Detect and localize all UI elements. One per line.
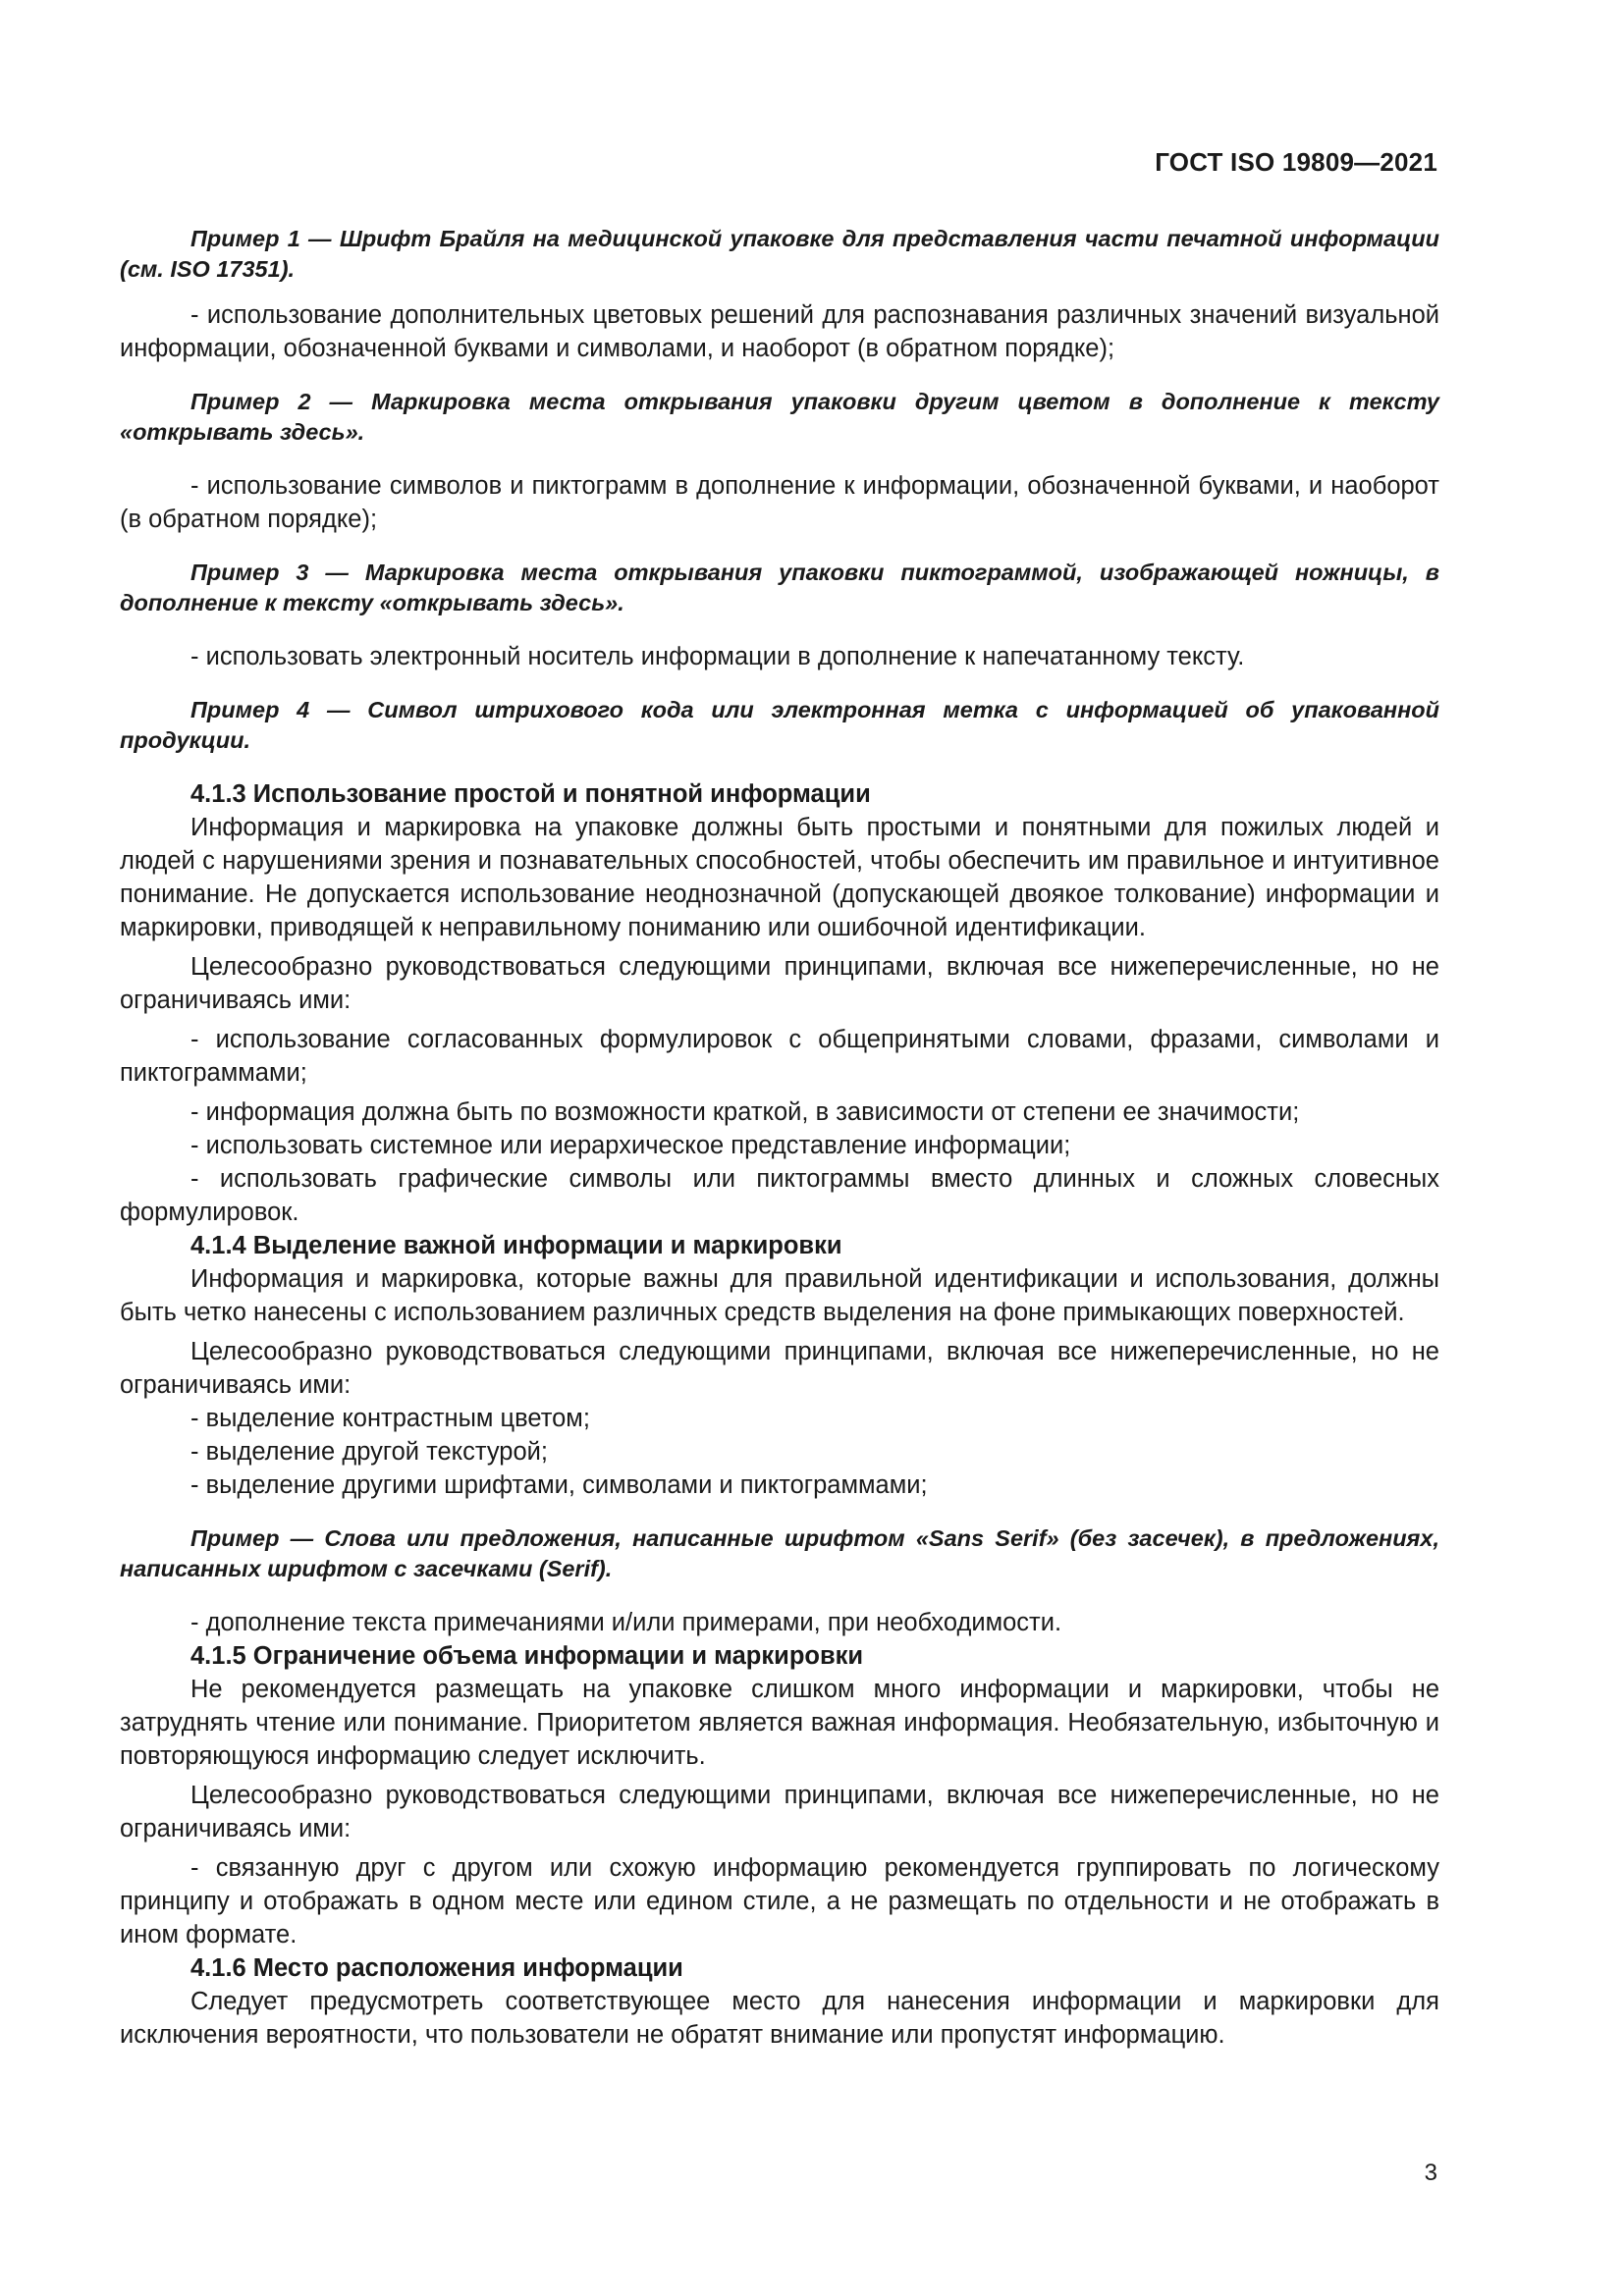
section-heading-4-1-4: 4.1.4 Выделение важной информации и маркировки (190, 1232, 842, 1259)
example-sans-serif: Пример — Слова или предложения, написанные шрифтом «Sans Serif» (без засечек), в предложениях, написанных шрифтом с засечками (Serif). (120, 1525, 1439, 1581)
section-heading-4-1-3: 4.1.3 Использование простой и понятной информации (190, 780, 871, 808)
list-item-brief-info: - информация должна быть по возможности краткой, в зависимости от степени ее значимости; (190, 1098, 1300, 1126)
paragraph-highlight-info: Информация и маркировка, которые важны для правильной идентификации и использования, должны быть четко нанесены с использованием различных средств выделения на фоне примыкающих поверхностей. (120, 1265, 1439, 1326)
example-1: Пример 1 — Шрифт Брайля на медицинской упаковке для представления части печатной информации (см. ISO 17351). (120, 226, 1439, 282)
list-item-color-solutions: - использование дополнительных цветовых решений для распознавания различных значений визуальной информации, обозначенной буквами и символами, и наоборот (в обратном порядке); (120, 301, 1439, 362)
list-item-notes: - дополнение текста примечаниями и/или примерами, при необходимости. (190, 1609, 1062, 1636)
example-4: Пример 4 — Символ штрихового кода или электронная метка с информацией об упакованной продукции. (120, 697, 1439, 753)
list-item-graphic-symbols: - использовать графические символы или пиктограммы вместо длинных и сложных словесных формулировок. (120, 1165, 1439, 1226)
paragraph-principles: Целесообразно руководствоваться следующими принципами, включая все нижеперечисленные, но не ограничиваясь ими: (120, 1338, 1439, 1399)
list-item-hierarchical: - использовать системное или иерархическое представление информации; (190, 1132, 1071, 1159)
paragraph-principles: Целесообразно руководствоваться следующими принципами, включая все нижеперечисленные, но не ограничиваясь ими: (120, 953, 1439, 1014)
list-item-symbols-pictograms: - использование символов и пиктограмм в дополнение к информации, обозначенной буквами, и наоборот (в обратном порядке); (120, 472, 1439, 533)
page-number: 3 (1424, 2160, 1437, 2186)
list-item-electronic-carrier: - использовать электронный носитель информации в дополнение к напечатанному тексту. (190, 643, 1245, 670)
page-body (120, 224, 1439, 2052)
paragraph-simple-info: Информация и маркировка на упаковке должны быть простыми и понятными для пожилых людей и людей с нарушениями зрения и познавательных способностей, чтобы обеспечить им правильное и интуитивное понимание. Не допускается использование неоднозначной (допускающей двоякое толкование) информации и маркировки, приводящей к неправильному пониманию или ошибочной идентификации. (120, 814, 1439, 941)
list-item-texture: - выделение другой текстурой; (190, 1438, 548, 1466)
paragraph-info-location: Следует предусмотреть соответствующее место для нанесения информации и маркировки для исключения вероятности, что пользователи не обратят внимание или пропустят информацию. (120, 1988, 1439, 2049)
paragraph-principles: Целесообразно руководствоваться следующими принципами, включая все нижеперечисленные, но не ограничиваясь ими: (120, 1782, 1439, 1842)
paragraph-limit-info: Не рекомендуется размещать на упаковке слишком много информации и маркировки, чтобы не затруднять чтение или понимание. Приоритетом является важная информация. Необязательную, избыточную и повторяющуюся информацию следует исключить. (120, 1676, 1439, 1770)
section-heading-4-1-5: 4.1.5 Ограничение объема информации и маркировки (190, 1642, 864, 1670)
list-item-contrast-color: - выделение контрастным цветом; (190, 1405, 590, 1432)
section-heading-4-1-6: 4.1.6 Место расположения информации (190, 1954, 683, 1982)
list-item-fonts: - выделение другими шрифтами, символами и пиктограммами; (190, 1471, 928, 1499)
list-item-consistent-wording: - использование согласованных формулировок с общепринятыми словами, фразами, символами и пиктограммами; (120, 1026, 1439, 1087)
example-3: Пример 3 — Маркировка места открывания упаковки пиктограммой, изображающей ножницы, в дополнение к тексту «открывать здесь». (120, 560, 1439, 615)
list-item-grouping: - связанную друг с другом или схожую информацию рекомендуется группировать по логическому принципу и отображать в одном месте или едином стиле, а не размещать по отдельности и не отображать в ином формате. (120, 1854, 1439, 1949)
document-code: ГОСТ ISO 19809—2021 (1155, 147, 1437, 177)
example-2: Пример 2 — Маркировка места открывания упаковки другим цветом в дополнение к тексту «открывать здесь». (120, 389, 1439, 445)
